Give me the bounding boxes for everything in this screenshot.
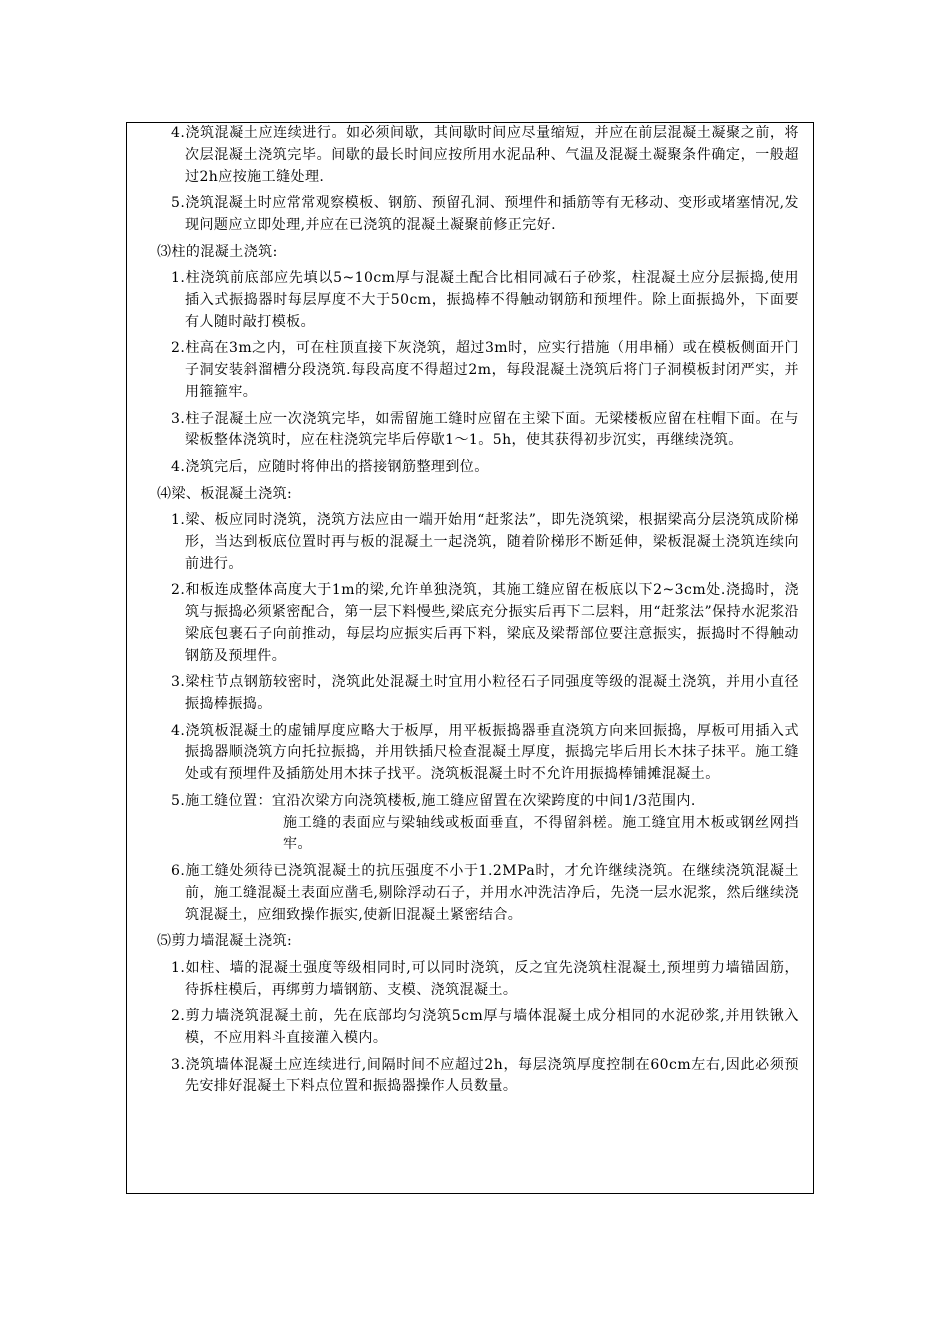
paragraph-column-3: 3.柱子混凝土应一次浇筑完毕，如需留施工缝时应留在主梁下面。无梁楼板应留在柱帽下面。在与梁板整体浇筑时，应在柱浇筑完毕后停歇1～1。5h，使其获得初步沉实，再继续浇筑。	[171, 410, 799, 449]
paragraph-beam-5-first-line: 5.施工缝位置：宜沿次梁方向浇筑楼板,施工缝应留置在次梁跨度的中间1/3范围内.	[171, 792, 696, 809]
paragraph-column-1: 1.柱浇筑前底部应先填以5~10cm厚与混凝土配合比相同减石子砂浆，柱混凝土应分层振捣,使用插入式振捣器时每层厚度不大于50cm，振捣棒不得触动钢筋和预埋件。除上面振捣外，下面要有人随时敲打模板。	[171, 270, 799, 330]
paragraph-column-4: 4.浇筑完后，应随时将伸出的搭接钢筋整理到位。	[171, 458, 489, 475]
paragraph-wall-2: 2.剪力墙浇筑混凝土前，先在底部均匀浇筑5cm厚与墙体混凝土成分相同的水泥砂浆,并用铁锹入模，不应用料斗直接灌入模内。	[171, 1008, 799, 1047]
section-heading-shear-wall: ⑸剪力墙混凝土浇筑:	[157, 933, 293, 950]
paragraph-beam-6: 6.施工缝处须待已浇筑混凝土的抗压强度不小于1.2MPa时，才允许继续浇筑。在继续浇筑混凝土前，施工缝混凝土表面应凿毛,剔除浮动石子，并用水冲洗洁净后，先浇一层水泥浆，然后继续浇筑混凝土，应细致操作振实,使新旧混凝土紧密结合。	[171, 863, 799, 923]
paragraph-beam-5-continuation: 施工缝的表面应与梁轴线或板面垂直，不得留斜槎。施工缝宜用木板或钢丝网挡牢。	[283, 814, 799, 853]
paragraph-beam-4: 4.浇筑板混凝土的虚铺厚度应略大于板厚，用平板振捣器垂直浇筑方向来回振捣，厚板可用插入式振捣器顺浇筑方向托拉振捣，并用铁插尺检查混凝土厚度，振捣完毕后用长木抹子抹平。施工缝处或有预埋件及插筋处用木抹子找平。浇筑板混凝土时不允许用振捣棒铺摊混凝土。	[171, 722, 799, 783]
document-table-cell	[126, 122, 814, 1194]
paragraph-beam-5	[147, 791, 799, 856]
paragraph-column-2: 2.柱高在3m之内，可在柱顶直接下灰浇筑，超过3m时，应实行措施（用串桶）或在模板侧面开门子洞安装斜溜槽分段浇筑.每段高度不得超过2m，每段混凝土浇筑后将门子洞模板封闭严实，并用箍箍牢。	[171, 340, 799, 400]
paragraph-wall-1: 1.如柱、墙的混凝土强度等级相同时,可以同时浇筑，反之宜先浇筑柱混凝土,预埋剪力墙锚固筋，待拆柱模后，再绑剪力墙钢筋、支模、浇筑混凝土。	[171, 959, 799, 998]
paragraph-beam-1: 1.梁、板应同时浇筑，浇筑方法应由一端开始用“赶浆法”，即先浇筑梁，根据梁高分层浇筑成阶梯形，当达到板底位置时再与板的混凝土一起浇筑，随着阶梯形不断延伸，梁板混凝土浇筑连续向前进行。	[171, 512, 799, 572]
paragraph-casting-continuous: 4.浇筑混凝土应连续进行。如必须间歇，其间歇时间应尽量缩短，并应在前层混凝土凝聚之前，将次层混凝土浇筑完毕。间歇的最长时间应按所用水泥品种、气温及混凝土凝聚条件确定，一般超过2h应按施工缝处理.	[171, 125, 799, 185]
section-heading-beam-slab: ⑷梁、板混凝土浇筑:	[157, 485, 293, 502]
paragraph-casting-observation: 5.浇筑混凝土时应常常观察模板、钢筋、预留孔洞、预埋件和插筋等有无移动、变形或堵塞情况,发现问题应立即处理,并应在已浇筑的混凝土凝聚前修正完好.	[171, 195, 799, 233]
paragraph-wall-3: 3.浇筑墙体混凝土应连续进行,间隔时间不应超过2h，每层浇筑厚度控制在60cm左右,因此必须预先安排好混凝土下料点位置和振捣器操作人员数量。	[171, 1056, 799, 1095]
section-heading-column: ⑶柱的混凝土浇筑:	[157, 243, 278, 260]
paragraph-beam-3: 3.梁柱节点钢筋较密时，浇筑此处混凝土时宜用小粒径石子同强度等级的混凝土浇筑，并用小直径振捣棒振捣。	[171, 674, 799, 713]
paragraph-beam-2: 2.和板连成整体高度大于1m的梁,允许单独浇筑，其施工缝应留在板底以下2~3cm处.浇捣时，浇筑与振捣必须紧密配合，第一层下料慢些,梁底充分振实后再下二层料，用“赶浆法”保持水泥浆沿梁底包裹石子向前推动，每层均应振实后再下料，梁底及梁帮部位要注意振实，振捣时不得触动钢筋及预埋件。	[171, 582, 799, 664]
